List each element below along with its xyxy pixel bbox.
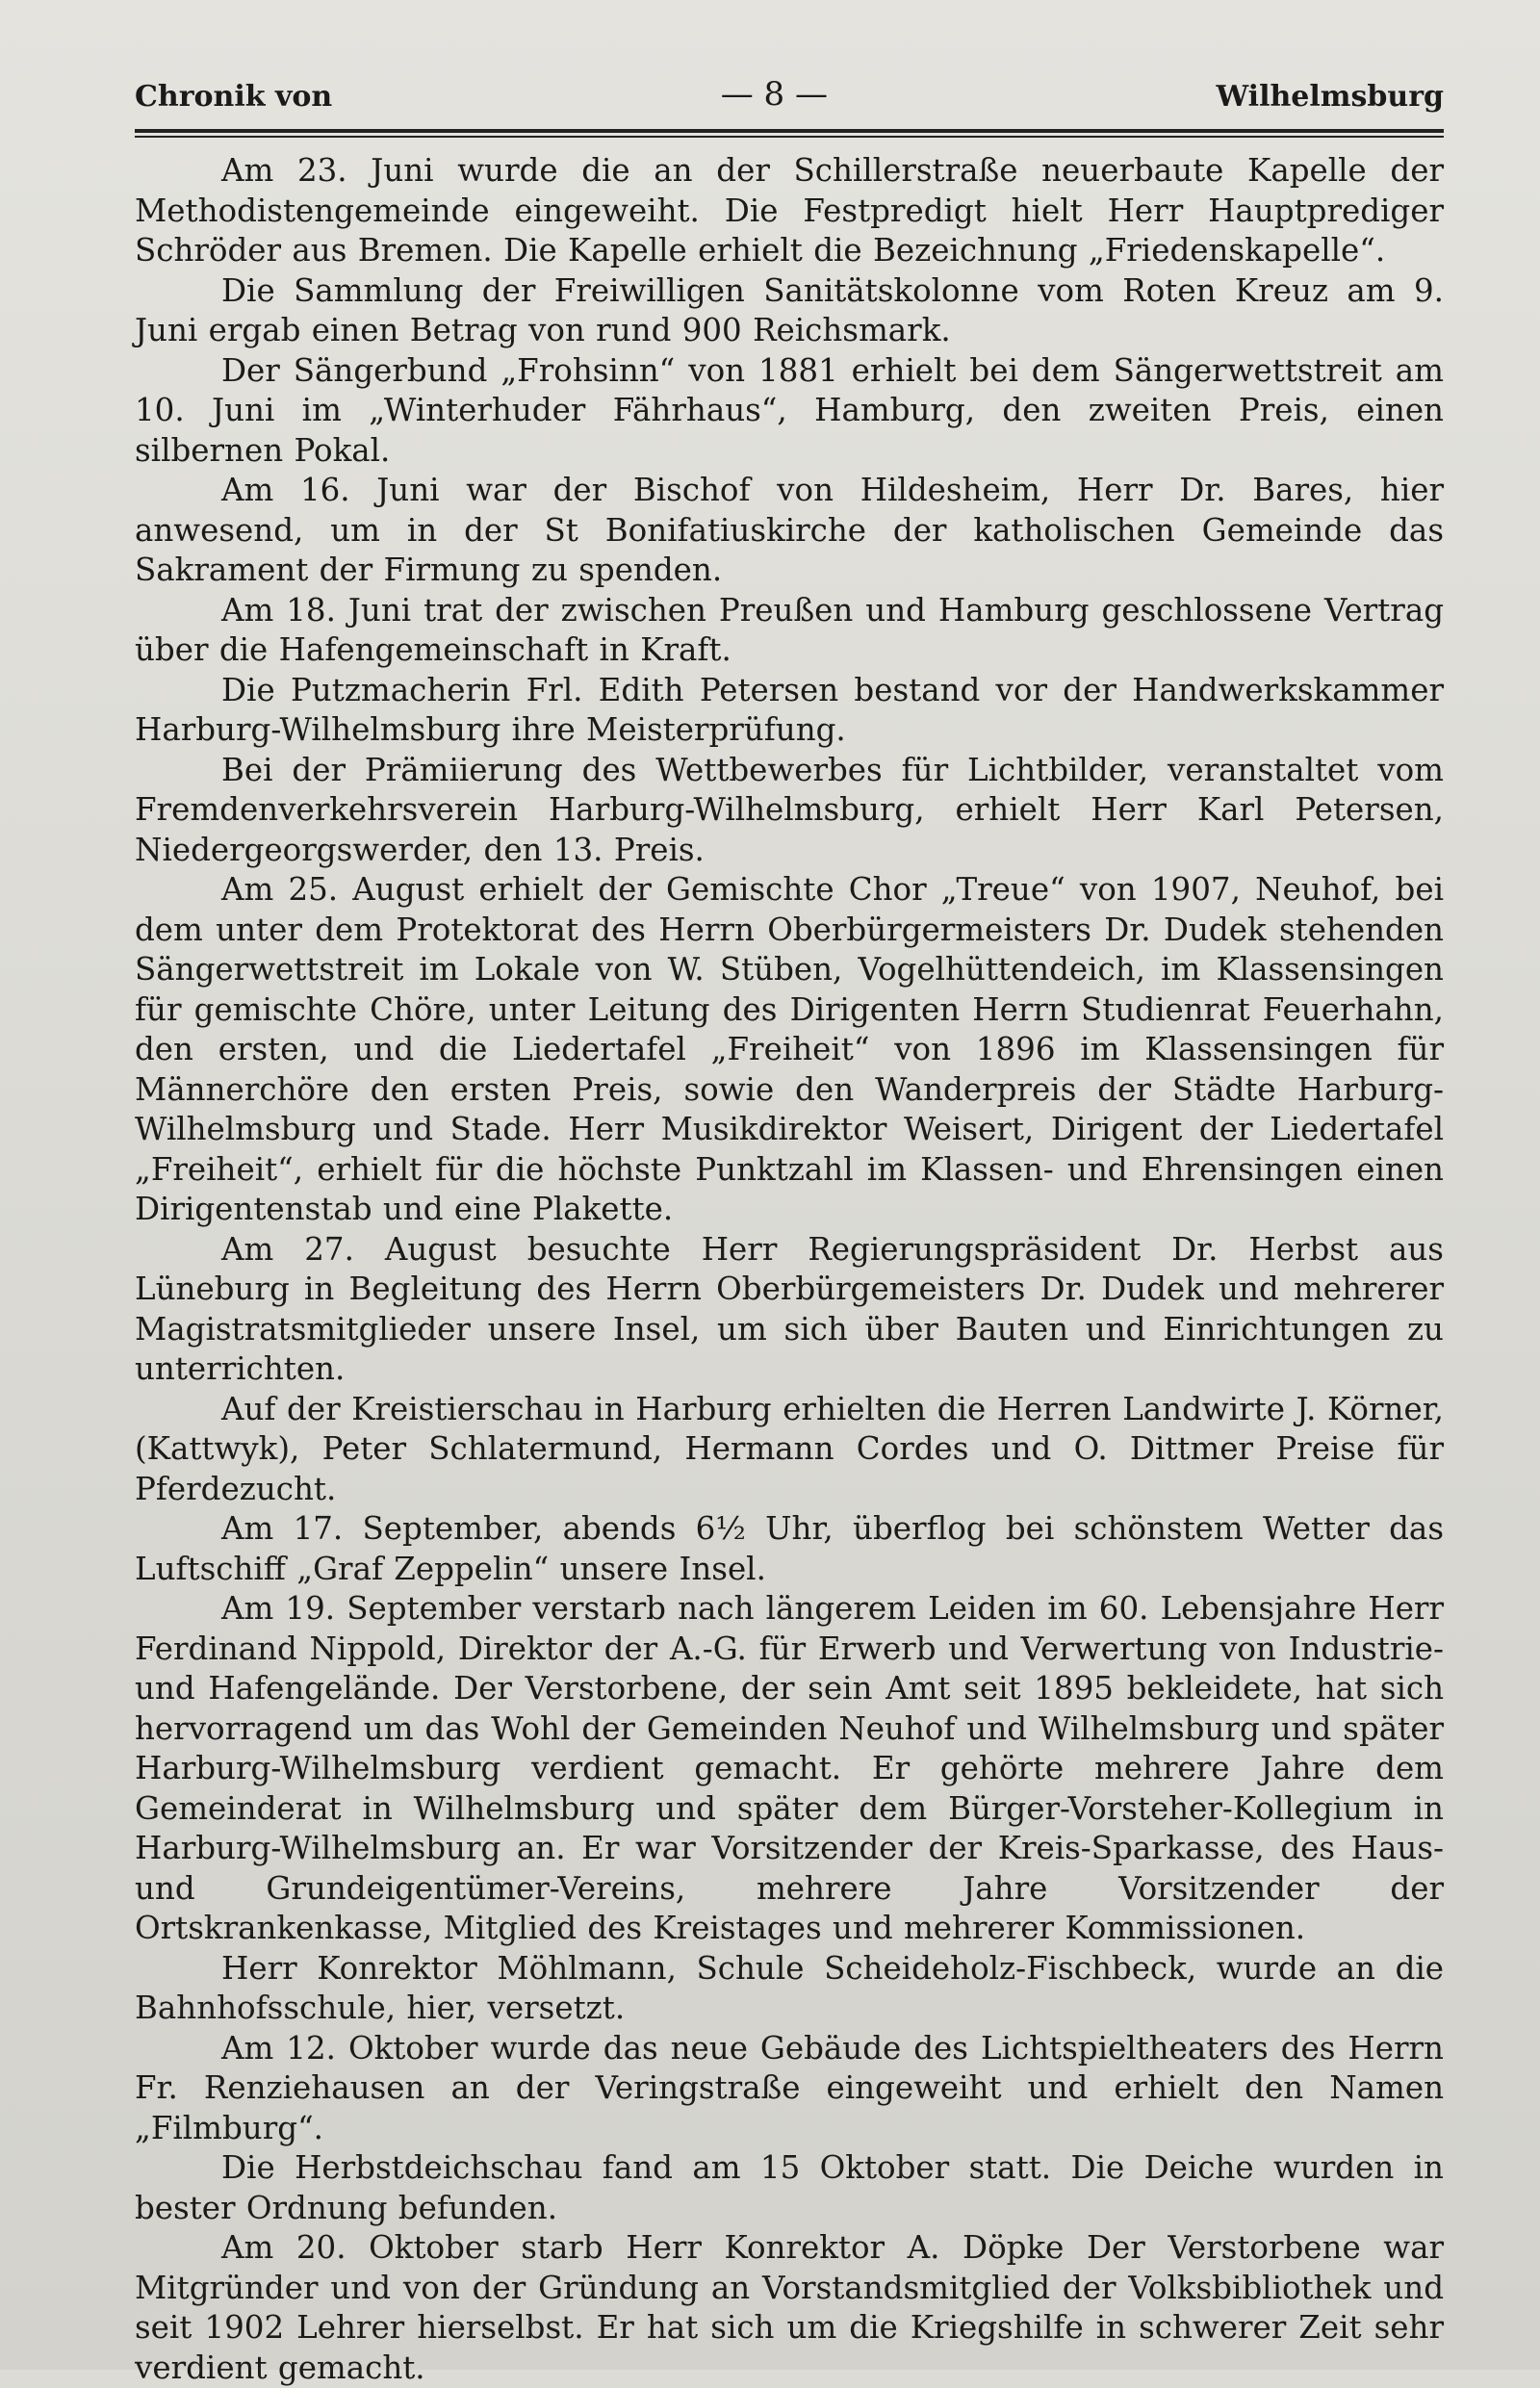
paragraph: Herr Konrektor Möhlmann, Schule Scheideholz-Fischbeck, wurde an die Bahnhofsschule, hier, versetzt.	[135, 1949, 1444, 2026]
header-rule	[135, 129, 1444, 138]
page-header	[135, 67, 1444, 114]
paragraph: Die Sammlung der Freiwilligen Sanitätskolonne vom Roten Kreuz am 9. Juni ergab einen Betrag von rund 900 Reichsmark.	[135, 271, 1444, 348]
header-left-title: Chronik von	[135, 80, 333, 114]
paragraph: Am 27. August besuchte Herr Regierungspräsident Dr. Herbst aus Lüneburg in Begleitung des Herrn Oberbürgemeisters Dr. Dudek und mehrerer Magistratsmitglieder unsere Insel, um sich über Bauten und Einrichtungen zu unterrichten.	[135, 1230, 1444, 1387]
paragraph: Am 18. Juni trat der zwischen Preußen und Hamburg geschlossene Vertrag über die Hafengemeinschaft in Kraft.	[135, 591, 1444, 668]
paragraph: Am 19. September verstarb nach längerem Leiden im 60. Lebensjahre Herr Ferdinand Nippold, Direktor der A.-G. für Erwerb und Verwertung von Industrie- und Hafengelände. Der Verstorbene, der sein Amt seit 1895 bekleidete, hat sich hervorragend um das Wohl der Gemeinden Neuhof und Wilhelmsburg und später Harburg-Wilhelmsburg verdient gemacht. Er gehörte mehrere Jahre dem Gemeinderat in Wilhelmsburg und später dem Bürger-Vorsteher-Kollegium in Harburg-Wilhelmsburg an. Er war Vorsitzender der Kreis-Sparkasse, des Haus- und Grundeigentümer-Vereins, mehrere Jahre Vorsitzender der Ortskrankenkasse, Mitglied des Kreistages und mehrerer Kommissionen.	[135, 1590, 1444, 1946]
paragraph: Am 17. September, abends 6½ Uhr, überflog bei schönstem Wetter das Luftschiff „Graf Zeppelin“ unsere Insel.	[135, 1510, 1444, 1587]
page-number: — 8 —	[720, 75, 828, 114]
paragraph: Bei der Prämiierung des Wettbewerbes für Lichtbilder, veranstaltet vom Fremdenverkehrsverein Harburg-Wilhelmsburg, erhielt Herr Karl Petersen, Niedergeorgswerder, den 13. Preis.	[135, 751, 1444, 868]
paragraph: Die Herbstdeichschau fand am 15 Oktober statt. Die Deiche wurden in bester Ordnung befunden.	[135, 2149, 1444, 2226]
paragraph: Der Sängerbund „Frohsinn“ von 1881 erhielt bei dem Sängerwettstreit am 10. Juni im „Winterhuder Fährhaus“, Hamburg, den zweiten Preis, einen silbernen Pokal.	[135, 351, 1444, 469]
header-right-title: Wilhelmsburg	[1216, 80, 1444, 114]
paragraph: Am 23. Juni wurde die an der Schillerstraße neuerbaute Kapelle der Methodistengemeinde eingeweiht. Die Festpredigt hielt Herr Hauptprediger Schröder aus Bremen. Die Kapelle erhielt die Bezeichnung „Friedenskapelle“.	[135, 152, 1444, 269]
paragraph: Am 16. Juni war der Bischof von Hildesheim, Herr Dr. Bares, hier anwesend, um in der St Bonifatiuskirche der katholischen Gemeinde das Sakrament der Firmung zu spenden.	[135, 472, 1444, 588]
paragraph: Die Putzmacherin Frl. Edith Petersen bestand vor der Handwerkskammer Harburg-Wilhelmsburg ihre Meisterprüfung.	[135, 671, 1444, 748]
paragraph: Am 20. Oktober starb Herr Konrektor A. Döpke Der Verstorbene war Mitgründer und von der Gründung an Vorstandsmitglied der Volksbibliothek und seit 1902 Lehrer hierselbst. Er hat sich um die Kriegshilfe in schwerer Zeit sehr verdient gemacht.	[135, 2229, 1444, 2386]
paragraph: Auf der Kreistierschau in Harburg erhielten die Herren Landwirte J. Körner, (Kattwyk), Peter Schlatermund, Hermann Cordes und O. Dittmer Preise für Pferdezucht.	[135, 1390, 1444, 1507]
paragraph: Am 12. Oktober wurde das neue Gebäude des Lichtspieltheaters des Herrn Fr. Renziehausen an der Veringstraße eingeweiht und erhielt den Namen „Filmburg“.	[135, 2029, 1444, 2146]
chronicle-body	[135, 151, 1444, 2388]
paragraph: Am 25. August erhielt der Gemischte Chor „Treue“ von 1907, Neuhof, bei dem unter dem Protektorat des Herrn Oberbürgermeisters Dr. Dudek stehenden Sängerwettstreit im Lokale von W. Stüben, Vogelhüttendeich, im Klassensingen für gemischte Chöre, unter Leitung des Dirigenten Herrn Studienrat Feuerhahn, den ersten, und die Liedertafel „Freiheit“ von 1896 im Klassensingen für Männerchöre den ersten Preis, sowie den Wanderpreis der Städte Harburg-Wilhelmsburg und Stade. Herr Musikdirektor Weisert, Dirigent der Liedertafel „Freiheit“, erhielt für die höchste Punktzahl im Klassen- und Ehrensingen einen Dirigentenstab und eine Plakette.	[135, 871, 1444, 1227]
